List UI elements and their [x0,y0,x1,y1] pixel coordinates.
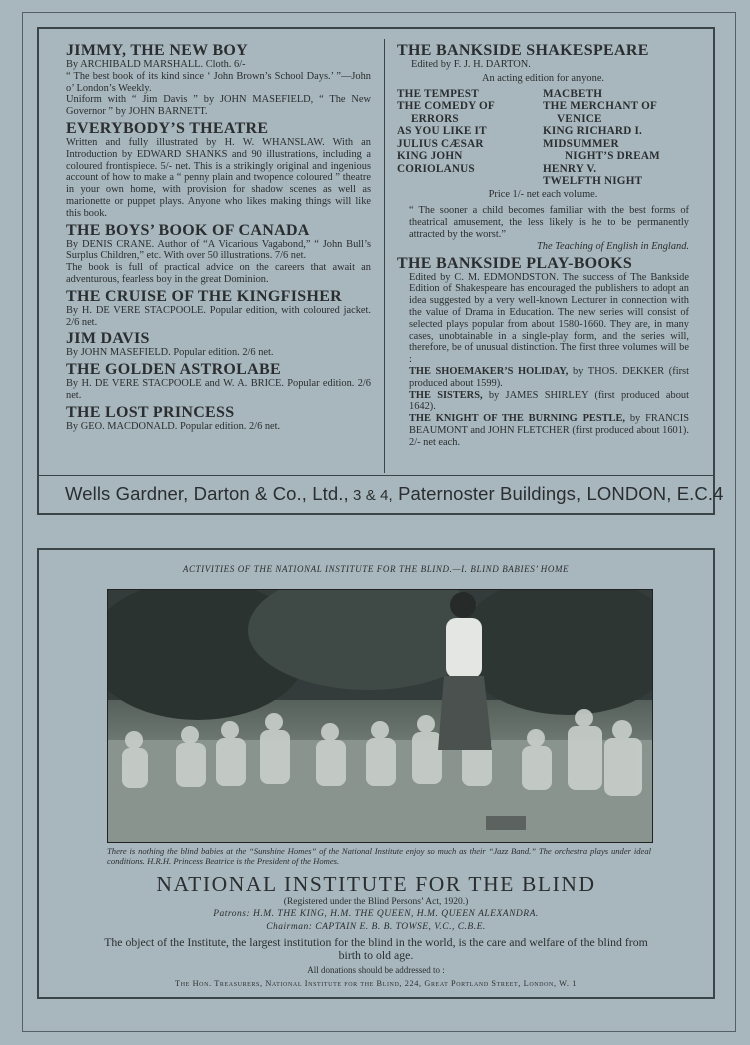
institute-object: The object of the Institute, the largest institution for the blind in the world, is the care and welfare of the blind from birth to old age. [104,935,648,962]
registration-note: (Registered under the Blind Persons’ Act, 1920.) [283,897,469,907]
institute-advertisement [37,548,715,999]
publisher-line [65,483,724,505]
book-title: JIMMY, THE NEW BOY [66,42,249,59]
book-line: By H. DE VERE STACPOOLE and W. A. BRICE. Popular edition. 2/6 net. [66,378,371,401]
bankside-playbooks [397,255,689,449]
volume-title: THE SHOEMAKER’S HOLIDAY, [409,365,569,377]
institute-name: NATIONAL INSTITUTE FOR THE BLIND [156,872,596,896]
volume-entry [397,366,689,390]
play-title: HENRY V. [543,162,597,175]
play-title: ERRORS [411,112,459,125]
book-entry-lost-princess [66,404,371,433]
publisher-address: Paternoster Buildings, LONDON, E.C.4 [392,483,724,504]
play-title: TWELFTH NIGHT [543,175,643,188]
volume-title: THE KNIGHT OF THE BURNING PESTLE, [409,413,626,425]
play-title: JULIUS CÆSAR [397,137,484,150]
book-line: By ARCHIBALD MARSHALL. Cloth. 6/- [66,59,246,70]
play-title: KING RICHARD I. [543,125,643,138]
publisher-name: Wells Gardner, Darton & Co., Ltd., [65,483,349,504]
bankside-shakespeare [397,42,689,253]
series-title: THE BANKSIDE PLAY-BOOKS [397,254,633,272]
book-entry-jimmy [66,42,371,118]
play-title: THE TEMPEST [397,87,479,100]
book-entry-golden-astrolabe [66,361,371,402]
photo-illustration [108,590,652,842]
footer-rule [39,475,713,476]
book-line: “ The best book of its kind since ‘ John Brown’s School Days.’ ”—John o’ London’s Weekly. [66,70,371,94]
play-title: MACBETH [543,87,603,100]
patrons-line: Patrons: H.M. THE KING, H.M. THE QUEEN, H.M. QUEEN ALEXANDRA. [213,909,539,919]
book-entry-boys-book-canada [66,222,371,286]
donations-note: All donations should be addressed to : [307,965,445,975]
book-advertisement [37,27,724,515]
volume-details: by FRANCIS BEAUMONT and JOHN FLETCHER (first produced about 1601). 2/- net each. [409,413,689,448]
publisher-number: 3 & 4, [348,487,393,504]
book-line: By DENIS CRANE. Author of “A Vicarious Vagabond,” “ John Bull’s Surplus Children,” etc. With over 50 illustrations. 7/6 net. [66,238,371,262]
photo-caption: There is nothing the blind babies at the “Sunshine Homes” of the National Institute enjoy so much as their “Jazz Band.” The orchestra plays under ideal conditions. H.R.H. Princess Beatrice is the President of the Homes. [107,846,651,866]
play-title: CORIOLANUS [397,162,475,175]
volume-title: THE SISTERS, [409,389,483,401]
series-quote: “ The sooner a child becomes familiar with the best forms of theatrical amusement, the less likely is he to be permanently attracted by the worst.” [409,205,689,240]
activities-heading: ACTIVITIES OF THE NATIONAL INSTITUTE FOR THE BLIND.—I. BLIND BABIES’ HOME [182,564,570,574]
play-list [397,88,689,188]
book-title: THE CRUISE OF THE KINGFISHER [66,287,343,305]
book-line: By GEO. MACDONALD. Popular edition. 2/6 net. [66,420,281,432]
quote-source: The Teaching of English in England. [536,240,689,252]
series-description: Edited by C. M. EDMONDSTON. The success of The Bankside Edition of Shakespeare has encouraged the publishers to adopt an idea suggested by a very well-known Lecturer in connection with the value of Drama in Education. The new series will consist of selected plays popular from about 1580-1660. They are, in many cases, unobtainable in a single-play form, and the series will, therefore, be of unusual distinction. The first three volumes will be : [409,271,689,366]
book-entry-jim-davis [66,330,371,359]
chairman-line: Chairman: CAPTAIN E. B. B. TOWSE, V.C., C.B.E. [266,922,486,932]
book-entry-everybodys-theatre [66,120,371,220]
play-title: THE MERCHANT OF [543,100,658,113]
book-title: EVERYBODY’S THEATRE [66,119,269,137]
play-title: KING JOHN [397,150,463,163]
play-title: MIDSUMMER [543,137,619,150]
series-title: THE BANKSIDE SHAKESPEARE [397,42,649,59]
book-line: The book is full of practical advice on the careers that await an adventurous, fearless boy in the great Dominion. [66,262,371,285]
volume-details: by JAMES SHIRLEY (first produced about 1642). [409,389,689,413]
play-title: THE COMEDY OF [397,100,495,113]
volume-entry [397,390,689,414]
series-subtitle: An acting edition for anyone. [481,72,605,84]
series-editor: Edited by F. J. H. DARTON. [411,59,531,70]
play-title: NIGHT’S DREAM [565,150,660,163]
book-title: THE GOLDEN ASTROLABE [66,361,281,379]
volume-entry [397,413,689,448]
book-line: Uniform with “ Jim Davis ” by JOHN MASEFIELD, “ The New Governor ” by JOHN BARNETT. [66,94,371,118]
book-line: By H. DE VERE STACPOOLE. Popular edition, with coloured jacket. 2/6 net. [66,304,371,328]
left-column [39,29,383,471]
book-title: JIM DAVIS [66,330,150,348]
book-line: By JOHN MASEFIELD. Popular edition. 2/6 net. [66,347,274,359]
book-entry-kingfisher [66,288,371,329]
volume-details: by THOS. DEKKER (first produced about 1599). [409,365,689,389]
blind-babies-photo [107,589,653,843]
book-title: THE BOYS’ BOOK OF CANADA [66,221,310,239]
right-column [385,29,715,471]
book-title: THE LOST PRINCESS [66,403,235,421]
book-line: Written and fully illustrated by H. W. WHANSLAW. With an Introduction by EDWARD SHANKS and 90 illustrations, including a coloured frontispiece. 5/- net. This is a strikingly original and ingenious account of how to make a “ penny plain and twopence coloured ” theatre in your own home, with provision for shadow scenes as well as marionette or puppet plays. Anyone who likes making things will like this book. [66,136,371,219]
play-title: AS YOU LIKE IT [397,125,487,138]
treasurers-address: The Hon. Treasurers, National Institute for the Blind, 224, Great Portland Street, London, W. 1 [175,979,577,988]
series-price: Price 1/- net each volume. [488,188,598,200]
play-title: VENICE [557,112,602,125]
